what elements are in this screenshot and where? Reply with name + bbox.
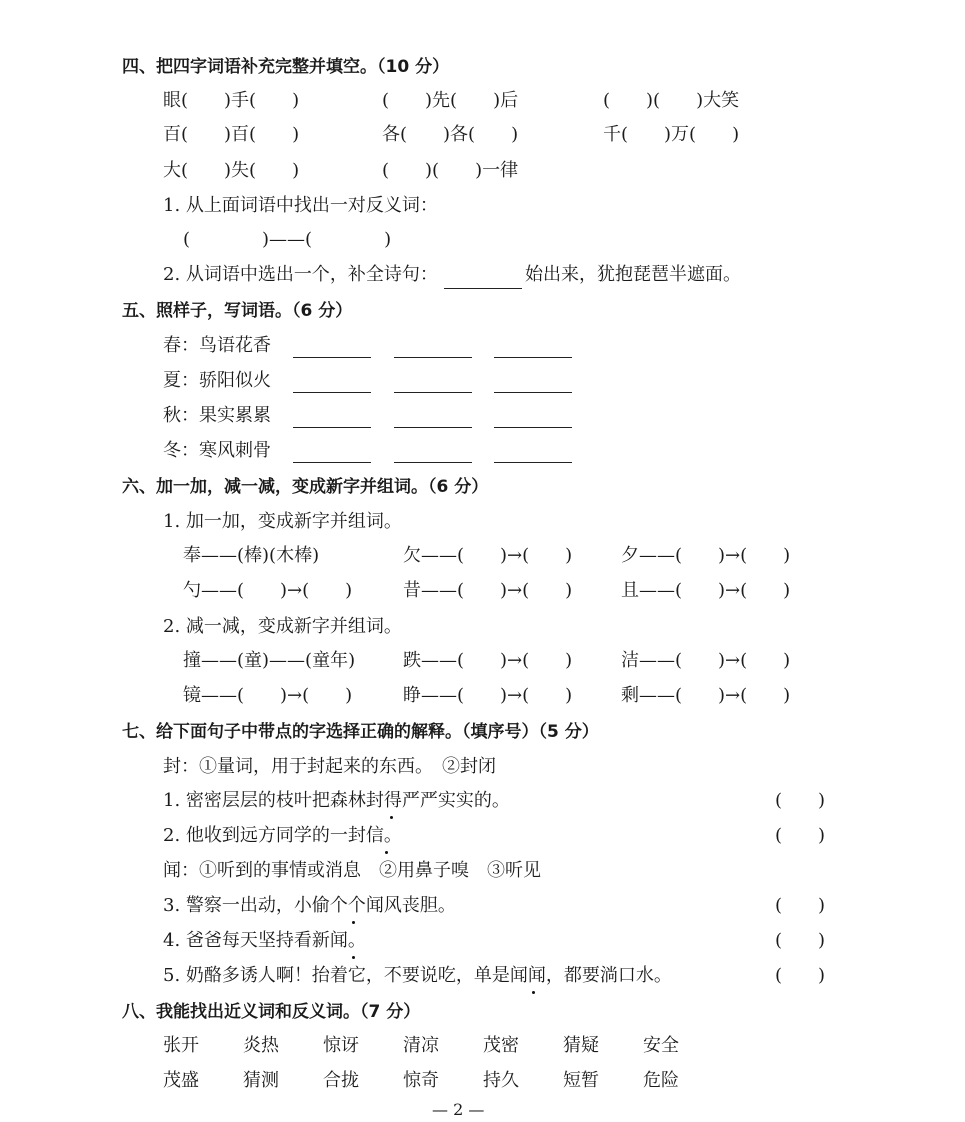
idiom-item: ( )( )大笑 (603, 90, 740, 111)
section-7-title: 七、给下面句子中带点的字选择正确的解释。（填序号）（5 分） (122, 722, 599, 742)
word-item: 茂盛 (163, 1070, 199, 1091)
section-5-title: 五、照样子，写词语。（6 分） (122, 301, 353, 321)
example-word: 秋：果实累累 (163, 405, 271, 426)
definition-text: 封：①量词，用于封起来的东西。 ②封闭 (163, 756, 496, 777)
question-text: 1. 从上面词语中找出一对反义词： (163, 195, 438, 216)
answer-paren[interactable]: ( ) (775, 825, 826, 846)
fill-blank[interactable] (293, 462, 371, 463)
word-item: 猜疑 (563, 1035, 599, 1056)
emphasis-dot (532, 991, 535, 994)
char-item: 夕——( )→( ) (621, 545, 791, 566)
idiom-item: 千( )万( ) (603, 124, 740, 145)
fill-blank[interactable] (293, 392, 371, 393)
word-item: 危险 (643, 1070, 679, 1091)
fill-blank[interactable] (394, 392, 472, 393)
char-item: 奉——(棒)(木棒) (183, 545, 320, 566)
idiom-item: 百( )百( ) (163, 124, 300, 145)
fill-blank[interactable] (394, 427, 472, 428)
idiom-item: ( )先( )后 (382, 90, 519, 111)
fill-blank[interactable] (394, 357, 472, 358)
answer-paren[interactable]: ( ) (775, 895, 826, 916)
fill-blank[interactable] (494, 427, 572, 428)
word-item: 张开 (163, 1035, 199, 1056)
idiom-item: 各( )各( ) (382, 124, 519, 145)
definition-text: 闻：①听到的事情或消息 ②用鼻子嗅 ③听见 (163, 860, 541, 881)
question-text: 2. 从词语中选出一个，补全诗句： (163, 264, 438, 285)
fill-blank[interactable] (494, 357, 572, 358)
answer-paren[interactable]: ( ) (775, 930, 826, 951)
example-word: 夏：骄阳似火 (163, 370, 271, 391)
sentence-text: 3. 警察一出动，小偷个个闻风丧胆。 (163, 895, 456, 916)
question-text: 1. 加一加，变成新字并组词。 (163, 511, 402, 532)
char-item: 欠——( )→( ) (403, 545, 573, 566)
char-item: 跌——( )→( ) (403, 650, 573, 671)
answer-line: ( )——( ) (183, 229, 392, 250)
char-item: 剩——( )→( ) (621, 685, 791, 706)
word-item: 持久 (483, 1070, 519, 1091)
example-word: 春：鸟语花香 (163, 335, 271, 356)
char-item: 洁——( )→( ) (621, 650, 791, 671)
idiom-item: 大( )失( ) (163, 160, 300, 181)
idiom-item: 眼( )手( ) (163, 90, 300, 111)
sentence-text: 4. 爸爸每天坚持看新闻。 (163, 930, 366, 951)
section-6-title: 六、加一加，减一减，变成新字并组词。（6 分） (122, 477, 489, 497)
sentence-text: 1. 密密层层的枝叶把森林封得严严实实的。 (163, 790, 510, 811)
page-number: — 2 — (432, 1100, 485, 1119)
fill-blank[interactable] (293, 427, 371, 428)
word-item: 清凉 (403, 1035, 439, 1056)
word-item: 惊讶 (323, 1035, 359, 1056)
emphasis-dot (390, 816, 393, 819)
char-item: 且——( )→( ) (621, 580, 791, 601)
word-item: 惊奇 (403, 1070, 439, 1091)
fill-blank[interactable] (494, 392, 572, 393)
fill-blank[interactable] (494, 462, 572, 463)
emphasis-dot (352, 956, 355, 959)
char-item: 昔——( )→( ) (403, 580, 573, 601)
word-item: 安全 (643, 1035, 679, 1056)
section-4-title: 四、把四字词语补充完整并填空。（10 分） (122, 57, 450, 77)
char-item: 撞——(童)——(童年) (183, 650, 356, 671)
char-item: 勺——( )→( ) (183, 580, 353, 601)
section-8-title: 八、我能找出近义词和反义词。（7 分） (122, 1002, 421, 1022)
question-text: 2. 减一减，变成新字并组词。 (163, 616, 402, 637)
sentence-text: 2. 他收到远方同学的一封信。 (163, 825, 402, 846)
word-item: 茂密 (483, 1035, 519, 1056)
word-item: 短暂 (563, 1070, 599, 1091)
word-item: 猜测 (243, 1070, 279, 1091)
char-item: 睁——( )→( ) (403, 685, 573, 706)
fill-blank[interactable] (293, 357, 371, 358)
idiom-item: ( )( )一律 (382, 160, 519, 181)
fill-blank[interactable] (444, 288, 522, 289)
emphasis-dot (352, 921, 355, 924)
char-item: 镜——( )→( ) (183, 685, 353, 706)
example-word: 冬：寒风刺骨 (163, 440, 271, 461)
emphasis-dot (385, 851, 388, 854)
question-text: 始出来，犹抱琵琶半遮面。 (525, 264, 741, 285)
answer-paren[interactable]: ( ) (775, 790, 826, 811)
answer-paren[interactable]: ( ) (775, 965, 826, 986)
word-item: 炎热 (243, 1035, 279, 1056)
sentence-text: 5. 奶酪多诱人啊！抬着它，不要说吃，单是闻闻，都要淌口水。 (163, 965, 672, 986)
fill-blank[interactable] (394, 462, 472, 463)
word-item: 合拢 (323, 1070, 359, 1091)
